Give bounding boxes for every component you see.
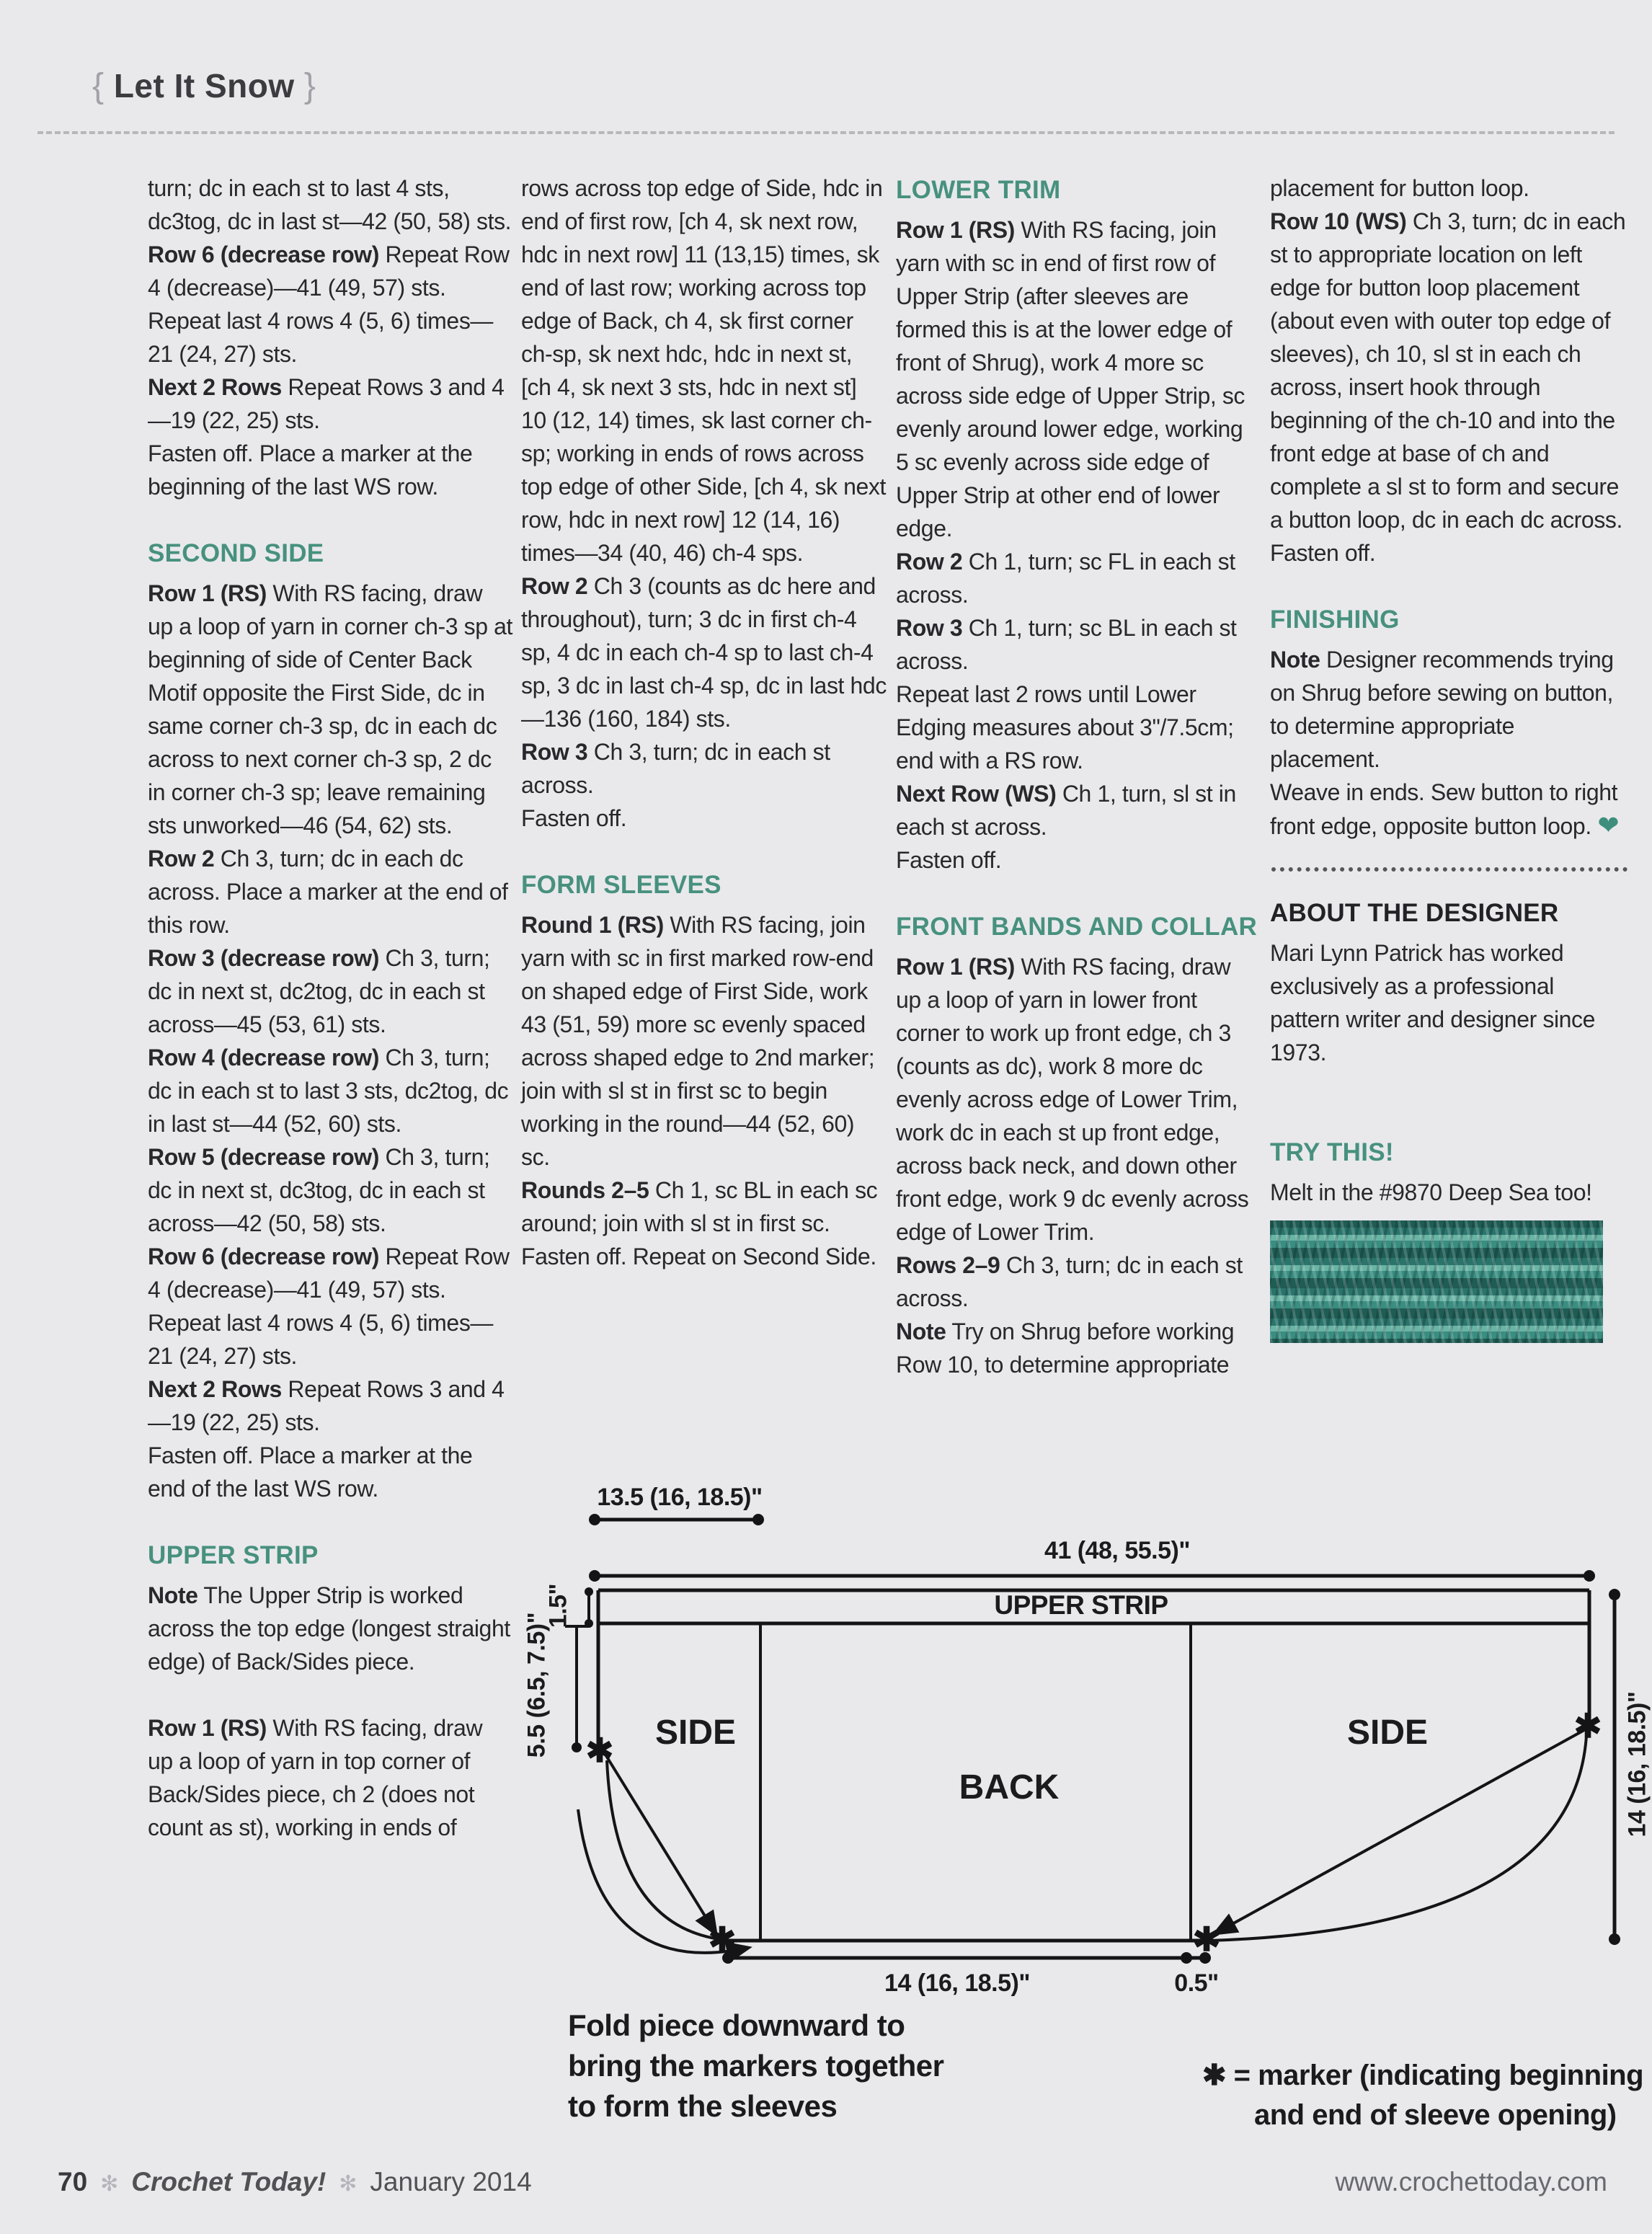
marker-legend-line: and end of sleeve opening)	[1254, 2099, 1617, 2131]
row-label: Rounds 2–5	[521, 1177, 649, 1203]
instruction-text: rows across top edge of Side, hdc in end of first row, [ch 4, sk next row, hdc in next row] 11 (13,15) times, sk end of last row; working across top edge of Back, ch 4, sk first corner ch-sp, sk next hdc, hdc in next st, [ch 4, sk next 3 sts, hdc in next st] 10 (12, 14) times, sk last corner ch-sp; working in ends of rows across top edge of other Side, [ch 4, sk next row, hdc in next row] 12 (14, 16) times—34 (40, 46) ch-4 sps.	[521, 175, 887, 566]
pattern-paragraph	[896, 950, 1261, 1249]
magazine-name: Crochet Today!	[131, 2167, 327, 2197]
pattern-paragraph	[896, 545, 1261, 611]
label-back: BACK	[959, 1768, 1060, 1807]
label-side-right: SIDE	[1346, 1714, 1429, 1752]
pattern-paragraph	[896, 777, 1261, 843]
pattern-paragraph	[148, 842, 513, 941]
row-label: Round 1 (RS)	[521, 912, 664, 938]
section-heading: UPPER STRIP	[148, 1541, 319, 1569]
row-label: Row 6 (decrease row)	[148, 241, 380, 267]
issue-date: January 2014	[370, 2167, 532, 2197]
instruction-text: Weave in ends. Sew button to right front edge, opposite button loop.	[1270, 779, 1618, 839]
fold-caption-line: Fold piece downward to	[568, 2008, 905, 2042]
yarn-swatch-image	[1270, 1220, 1603, 1343]
pattern-paragraph	[148, 1711, 513, 1844]
marker-star-icon: ✱	[585, 1732, 614, 1769]
instruction-text: Ch 3, turn; dc in each dc across. Place a marker at the end of this row.	[148, 846, 508, 938]
instruction-text: Mari Lynn Patrick has worked exclusively as a professional pattern writer and designer since 1973.	[1270, 940, 1596, 1065]
instruction-text: With RS facing, draw up a loop of yarn in lower front corner to work up front edge, ch 3 (counts as dc), work 8 more dc evenly across edge of Lower Trim, work dc in each st up front edge, across back neck, and down other front edge, work 9 dc evenly across edge of Lower Trim.	[896, 954, 1249, 1245]
page-footer	[58, 2167, 1607, 2197]
pattern-paragraph	[148, 1041, 513, 1140]
pattern-paragraph	[521, 569, 887, 735]
pattern-paragraph	[148, 437, 513, 503]
instruction-text: With RS facing, draw up a loop of yarn in top corner of Back/Sides piece, ch 2 (does not count as st), working in ends of	[148, 1715, 483, 1840]
instruction-text: Ch 3, turn; dc in each st across.	[896, 1252, 1243, 1311]
row-label: Row 1 (RS)	[896, 217, 1015, 243]
spacer	[148, 1678, 513, 1711]
row-label: Rows 2–9	[896, 1252, 1000, 1278]
instruction-text: Ch 3, turn; dc in next st, dc2tog, dc in each st across—45 (53, 61) sts.	[148, 945, 490, 1037]
flower-icon: ✻	[339, 2172, 358, 2196]
pattern-paragraph	[148, 1373, 513, 1439]
instruction-text: The Upper Strip is worked across the top edge (longest straight edge) of Back/Sides piece.	[148, 1582, 510, 1675]
text-column-4	[1270, 172, 1629, 1343]
row-label: Row 1 (RS)	[148, 1715, 267, 1741]
pattern-paragraph	[148, 1439, 513, 1505]
dashed-divider	[37, 131, 1615, 134]
row-label: Row 6 (decrease row)	[148, 1244, 380, 1269]
row-label: Next 2 Rows	[148, 1376, 282, 1402]
pattern-paragraph	[1270, 536, 1629, 569]
pattern-paragraph	[148, 172, 513, 238]
pattern-paragraph	[1270, 936, 1629, 1069]
pattern-paragraph	[148, 1306, 513, 1373]
page-title	[92, 66, 316, 106]
pattern-paragraph	[1270, 205, 1629, 536]
page-title-text: Let It Snow	[113, 67, 295, 105]
instruction-text: With RS facing, join yarn with sc in end of first row of Upper Strip (after sleeves are formed this is at the lower edge of front of Shrug), work 4 more sc across side edge of Upper Strip, sc evenly around lower edge, working 5 sc evenly across side edge of Upper Strip at other end of lower edge.	[896, 217, 1245, 541]
schematic-diagram	[505, 1471, 1652, 2191]
flower-icon: ✻	[100, 2172, 119, 2196]
instruction-text: turn; dc in each st to last 4 sts, dc3tog, dc in last st—42 (50, 58) sts.	[148, 175, 512, 234]
text-column-1	[148, 172, 513, 1844]
pattern-paragraph	[521, 172, 887, 569]
pattern-paragraph	[896, 843, 1261, 877]
pattern-paragraph	[148, 371, 513, 437]
pattern-paragraph	[148, 1579, 513, 1678]
pattern-paragraph	[1270, 1176, 1629, 1209]
marker-star-icon: ✱	[708, 1920, 737, 1958]
instruction-text: Designer recommends trying on Shrug before sewing on button, to determine appropriate placement.	[1270, 647, 1614, 772]
row-label: Row 2	[521, 573, 588, 599]
text-column-2	[521, 172, 887, 1273]
pattern-paragraph	[148, 577, 513, 842]
row-label: Note	[148, 1582, 198, 1608]
fold-caption-line: bring the markers together	[568, 2049, 944, 2083]
measurement-right-height: 14 (16, 18.5)"	[1623, 1691, 1651, 1838]
brace-right: }	[303, 67, 316, 105]
measurement-width: 41 (48, 55.5)"	[1044, 1537, 1190, 1564]
measurement-top-left: 13.5 (16, 18.5)"	[597, 1484, 763, 1511]
instruction-text: Repeat Row 4 (decrease)—41 (49, 57) sts.	[148, 241, 510, 301]
instruction-text: Ch 1, sc BL in each sc around; join with sl st in first sc. Fasten off. Repeat on Second Side.	[521, 1177, 878, 1269]
measurement-offset: 0.5"	[1174, 1969, 1219, 1997]
section-heading: SECOND SIDE	[148, 539, 324, 567]
sub-heading: ABOUT THE DESIGNER	[1270, 899, 1559, 927]
row-label: Row 2	[148, 846, 215, 872]
pattern-paragraph	[1270, 776, 1629, 843]
fold-caption-line: to form the sleeves	[568, 2089, 838, 2123]
instruction-text: Repeat last 2 rows until Lower Edging measures about 3"/7.5cm; end with a RS row.	[896, 681, 1234, 774]
section-heading: FINISHING	[1270, 606, 1400, 634]
row-label: Row 1 (RS)	[896, 954, 1015, 980]
pattern-paragraph	[1270, 643, 1629, 776]
instruction-text: Ch 1, turn, sl st in each st across.	[896, 781, 1236, 840]
instruction-text: Ch 1, turn; sc BL in each st across.	[896, 615, 1237, 674]
instruction-text: Repeat Rows 3 and 4—19 (22, 25) sts.	[148, 374, 505, 433]
pattern-paragraph	[148, 941, 513, 1041]
pattern-paragraph	[148, 304, 513, 371]
instruction-text: Ch 1, turn; sc FL in each st across.	[896, 549, 1235, 608]
label-upper-strip: UPPER STRIP	[994, 1590, 1168, 1620]
pattern-paragraph	[896, 1249, 1261, 1315]
section-heading: LOWER TRIM	[896, 176, 1061, 204]
pattern-paragraph	[148, 238, 513, 304]
marker-star-icon: ✱	[1192, 1920, 1221, 1958]
pattern-paragraph	[1270, 172, 1629, 205]
website-url: www.crochettoday.com	[1335, 2167, 1607, 2197]
marker-star-icon: ✱	[1573, 1707, 1602, 1745]
row-label: Row 10 (WS)	[1270, 208, 1407, 234]
instruction-text: Fasten off.	[896, 847, 1002, 873]
text-column-3	[896, 172, 1261, 1381]
instruction-text: Ch 3, turn; dc in each st to last 3 sts, dc2tog, dc in last st—44 (52, 60) sts.	[148, 1045, 509, 1137]
row-label: Row 3	[521, 739, 588, 765]
instruction-text: Repeat last 4 rows 4 (5, 6) times—21 (24, 27) sts.	[148, 1310, 494, 1369]
spacer	[1270, 1069, 1629, 1102]
pattern-paragraph	[521, 802, 887, 835]
row-label: Row 5 (decrease row)	[148, 1144, 380, 1170]
instruction-text: Ch 3, turn; dc in each st to appropriate location on left edge for button loop placement (about even with outer top edge of sleeves), ch 10, sl st in each ch across, insert hook through beginning of the ch-10 and into the front edge at base of ch and complete a sl st to form and secure a button loop, dc in each dc across.	[1270, 208, 1626, 533]
instruction-text: Fasten off. Place a marker at the beginning of the last WS row.	[148, 440, 473, 500]
row-label: Next Row (WS)	[896, 781, 1057, 807]
instruction-text: Fasten off. Place a marker at the end of the last WS row.	[148, 1442, 473, 1502]
row-label: Row 3	[896, 615, 963, 641]
section-heading: FORM SLEEVES	[521, 871, 721, 899]
row-label: Row 2	[896, 549, 963, 575]
dotted-divider	[1271, 867, 1627, 872]
instruction-text: With RS facing, draw up a loop of yarn in corner ch-3 sp at beginning of side of Center Back Motif opposite the First Side, dc in same corner ch-3 sp, dc in each dc across to next corner ch-3 sp, 2 dc in corner ch-3 sp; leave remaining sts unworked—46 (54, 62) sts.	[148, 580, 512, 838]
instruction-text: Ch 3, turn; dc in each st across.	[521, 739, 830, 798]
page-number: 70	[58, 2167, 88, 2197]
label-side-left: SIDE	[654, 1714, 737, 1752]
instruction-text: With RS facing, join yarn with sc in first marked row-end on shaped edge of First Side, work 43 (51, 59) more sc evenly spaced across shaped edge to 2nd marker; join with sl st in first sc to begin working in the round—44 (52, 60) sc.	[521, 912, 875, 1170]
instruction-text: placement for button loop.	[1270, 175, 1529, 201]
instruction-text: Repeat Rows 3 and 4—19 (22, 25) sts.	[148, 1376, 505, 1435]
pattern-paragraph	[896, 213, 1261, 545]
row-label: Note	[1270, 647, 1320, 673]
pattern-paragraph	[896, 678, 1261, 777]
row-label: Next 2 Rows	[148, 374, 282, 400]
measurement-back-width: 14 (16, 18.5)"	[884, 1969, 1030, 1997]
pattern-paragraph	[148, 1240, 513, 1306]
row-label: Row 1 (RS)	[148, 580, 267, 606]
instruction-text: Repeat Row 4 (decrease)—41 (49, 57) sts.	[148, 1244, 510, 1303]
instruction-text: Ch 3 (counts as dc here and throughout), turn; 3 dc in first ch-4 sp, 4 dc in each ch-4 sp to last ch-4 sp, 3 dc in last ch-4 sp, dc in last hdc—136 (160, 184) sts.	[521, 573, 887, 732]
instruction-text: Melt in the #9870 Deep Sea too!	[1270, 1179, 1592, 1205]
instruction-text: Try on Shrug before working Row 10, to determine appropriate	[896, 1318, 1235, 1378]
pattern-paragraph	[148, 1140, 513, 1240]
instruction-text: Fasten off.	[521, 805, 627, 831]
heart-icon: ❤	[1597, 810, 1620, 840]
row-label: Note	[896, 1318, 946, 1344]
instruction-text: Ch 3, turn; dc in next st, dc3tog, dc in each st across—42 (50, 58) sts.	[148, 1144, 490, 1236]
row-label: Row 4 (decrease row)	[148, 1045, 380, 1071]
pattern-paragraph	[896, 611, 1261, 678]
pattern-paragraph	[521, 735, 887, 802]
pattern-paragraph	[521, 1174, 887, 1273]
section-heading: TRY THIS!	[1270, 1138, 1394, 1166]
measurement-strip-height: 1.5"	[544, 1583, 572, 1628]
brace-left: {	[92, 67, 105, 105]
row-label: Row 3 (decrease row)	[148, 945, 380, 971]
section-heading: FRONT BANDS AND COLLAR	[896, 913, 1258, 941]
pattern-paragraph	[521, 908, 887, 1174]
instruction-text: Fasten off.	[1270, 540, 1376, 566]
instruction-text: Repeat last 4 rows 4 (5, 6) times—21 (24, 27) sts.	[148, 308, 494, 367]
marker-legend-line: ✱ = marker (indicating beginning	[1202, 2060, 1644, 2091]
pattern-paragraph	[896, 1315, 1261, 1381]
measurement-side-height: 5.5 (6.5, 7.5)"	[523, 1612, 551, 1758]
